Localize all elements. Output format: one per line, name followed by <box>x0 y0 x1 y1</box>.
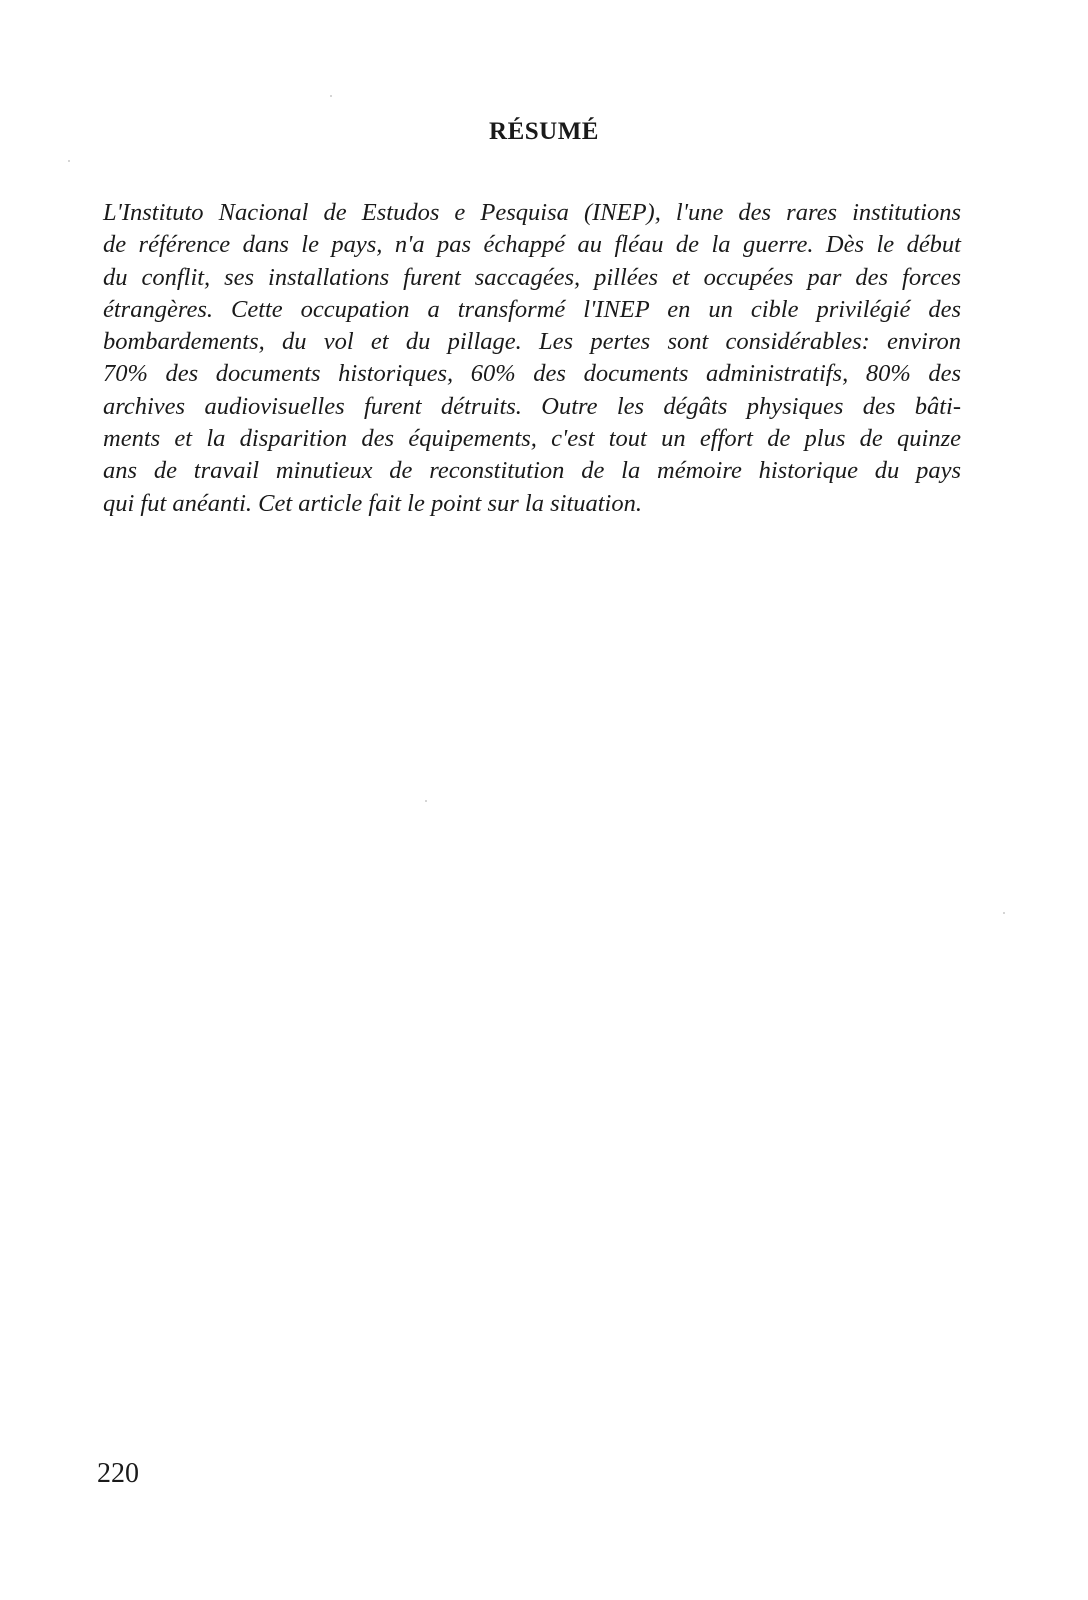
scan-speck <box>1003 912 1005 914</box>
abstract-line: 70% des documents historiques, 60% des documents administratifs, 80% des <box>103 360 961 388</box>
abstract-line: étrangères. Cette occupation a transformé l'INEP en un cible privilégié des <box>103 295 961 323</box>
abstract-line: ans de travail minutieux de reconstitution de la mémoire historique du pays <box>103 457 961 485</box>
abstract-line: bombardements, du vol et du pillage. Les pertes sont considérables: environ <box>103 328 961 356</box>
abstract-line: de référence dans le pays, n'a pas échappé au fléau de la guerre. Dès le début <box>103 231 961 259</box>
abstract-line: du conflit, ses installations furent saccagées, pillées et occupées par des forces <box>103 263 961 291</box>
scan-speck <box>68 160 70 162</box>
abstract-line: qui fut anéanti. Cet article fait le point sur la situation. <box>103 489 642 517</box>
scan-speck <box>425 800 427 802</box>
scan-speck <box>330 95 332 97</box>
page-title: RÉSUMÉ <box>489 118 599 145</box>
abstract-line: L'Instituto Nacional de Estudos e Pesquisa (INEP), l'une des rares institutions <box>103 199 961 226</box>
abstract-line: archives audiovisuelles furent détruits. Outre les dégâts physiques des bâti- <box>103 392 961 420</box>
abstract-line: ments et la disparition des équipements, c'est tout un effort de plus de quinze <box>103 425 961 453</box>
page-number: 220 <box>97 1458 139 1489</box>
abstract-paragraph <box>103 197 961 520</box>
